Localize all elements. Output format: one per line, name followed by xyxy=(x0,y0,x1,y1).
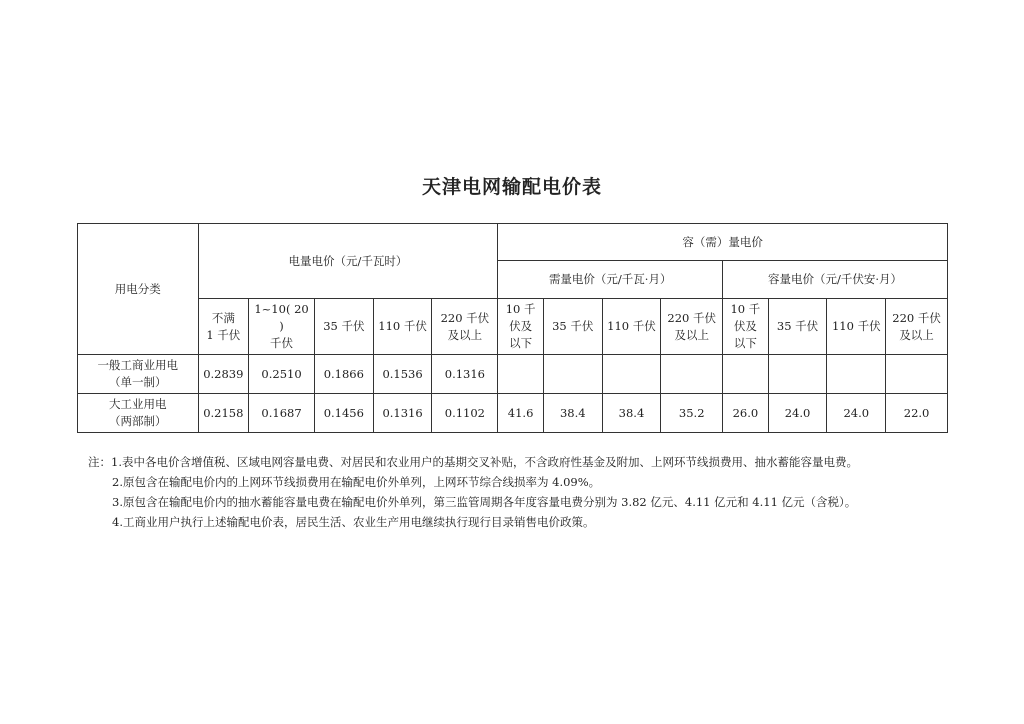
demand-voltage-header-line: 110 千伏 xyxy=(607,319,656,333)
energy-voltage-header-line: 110 千伏 xyxy=(378,319,427,333)
capacity-price-cell xyxy=(723,355,769,394)
category-cell-line: 一般工商业用电 xyxy=(97,358,178,372)
energy-price-cell: 0.1866 xyxy=(314,355,373,394)
energy-price-cell: 0.1687 xyxy=(249,394,315,433)
capacity-price-cell: 24.0 xyxy=(768,394,827,433)
category-cell xyxy=(78,394,199,433)
energy-price-cell: 0.2839 xyxy=(198,355,249,394)
energy-price-header: 电量电价（元/千瓦时） xyxy=(198,224,498,299)
demand-price-cell xyxy=(498,355,544,394)
energy-voltage-header xyxy=(432,299,498,355)
energy-price-cell: 0.2158 xyxy=(198,394,249,433)
capacity-voltage-header-line: 35 千伏 xyxy=(776,319,819,333)
capacity-voltage-header-line: 220 千伏 xyxy=(892,310,941,325)
table-row xyxy=(78,394,948,433)
category-cell-line: 大工业用电 xyxy=(109,397,167,411)
capacity-price-cell: 24.0 xyxy=(827,394,886,433)
capacity-voltage-header-line: 10 千 xyxy=(730,302,761,316)
notes-section xyxy=(88,452,968,532)
demand-voltage-header-line: 以下 xyxy=(509,336,533,350)
capacity-voltage-header xyxy=(768,299,827,355)
energy-voltage-header-line: 及以上 xyxy=(447,327,483,342)
energy-voltage-header-line: 35 千伏 xyxy=(323,319,365,333)
energy-price-cell: 0.2510 xyxy=(249,355,315,394)
demand-price-cell: 35.2 xyxy=(661,394,723,433)
capacity-voltage-header xyxy=(723,299,769,355)
energy-voltage-header xyxy=(314,299,373,355)
demand-voltage-header-line: 及以上 xyxy=(674,327,709,342)
capacity-price-cell xyxy=(768,355,827,394)
energy-price-cell: 0.1102 xyxy=(432,394,498,433)
demand-price-cell xyxy=(602,355,661,394)
note-4: 4.工商业用户执行上述输配电价表，居民生活、农业生产用电继续执行现行目录销售电价政策。 xyxy=(112,515,595,529)
demand-voltage-header xyxy=(498,299,544,355)
energy-voltage-header-line: 220 千伏 xyxy=(440,310,490,325)
energy-voltage-header-line: 1 千伏 xyxy=(206,327,241,342)
row-header-cell: 用电分类 xyxy=(78,224,199,355)
page-title: 天津电网输配电价表 xyxy=(421,176,602,198)
energy-voltage-header xyxy=(373,299,432,355)
tariff-table xyxy=(77,223,948,433)
energy-voltage-header xyxy=(249,299,315,355)
capacity-voltage-header xyxy=(827,299,886,355)
demand-voltage-header xyxy=(602,299,661,355)
voltage-level-row xyxy=(78,299,948,355)
energy-price-cell: 0.1456 xyxy=(314,394,373,433)
capacity-price-cell xyxy=(827,355,886,394)
energy-price-cell: 0.1536 xyxy=(373,355,432,394)
demand-voltage-header-line: 伏及 xyxy=(509,319,533,333)
demand-voltage-header xyxy=(543,299,602,355)
demand-price-header: 需量电价（元/千瓦·月） xyxy=(498,261,723,299)
capacity-voltage-header xyxy=(886,299,948,355)
energy-price-cell: 0.1316 xyxy=(432,355,498,394)
demand-price-cell: 38.4 xyxy=(602,394,661,433)
capacity-price-cell xyxy=(886,355,948,394)
category-cell-line: （两部制） xyxy=(109,414,167,428)
capacity-price-header: 容量电价（元/千伏安·月） xyxy=(723,261,948,299)
demand-voltage-header-line: 220 千伏 xyxy=(667,310,717,325)
capacity-voltage-header-line: 伏及 xyxy=(733,319,757,333)
demand-price-cell: 38.4 xyxy=(543,394,602,433)
demand-price-cell xyxy=(661,355,723,394)
demand-price-cell: 41.6 xyxy=(498,394,544,433)
energy-voltage-header-line: 不满 xyxy=(211,310,235,325)
capacity-demand-header: 容（需）量电价 xyxy=(498,224,948,261)
capacity-voltage-header-line: 以下 xyxy=(733,336,757,350)
category-cell-line: （单一制） xyxy=(109,375,167,389)
category-cell xyxy=(78,355,199,394)
demand-price-cell xyxy=(543,355,602,394)
note-1: 注：1.表中各电价含增值税、区域电网容量电费、对居民和农业用户的基期交叉补贴，不含政府性基金及附加、上网环节线损费用、抽水蓄能容量电费。 xyxy=(88,455,858,469)
demand-voltage-header-line: 35 千伏 xyxy=(552,319,594,333)
demand-voltage-header-line: 10 千 xyxy=(505,302,536,316)
energy-price-cell: 0.1316 xyxy=(373,394,432,433)
capacity-price-cell: 26.0 xyxy=(723,394,769,433)
energy-voltage-header-line: 1~10( 20 ) xyxy=(254,302,309,333)
capacity-price-cell: 22.0 xyxy=(886,394,948,433)
note-2: 2.原包含在输配电价内的上网环节线损费用在输配电价外单列，上网环节综合线损率为 4.09%。 xyxy=(112,475,601,489)
energy-voltage-header xyxy=(198,299,249,355)
table-row xyxy=(78,355,948,394)
energy-voltage-header-line: 千伏 xyxy=(270,336,294,350)
capacity-voltage-header-line: 及以上 xyxy=(899,327,934,342)
demand-voltage-header xyxy=(661,299,723,355)
note-3: 3.原包含在输配电价内的抽水蓄能容量电费在输配电价外单列，第三监管周期各年度容量电费分别为 3.82 亿元、4.11 亿元和 4.11 亿元（含税）。 xyxy=(112,495,857,509)
capacity-voltage-header-line: 110 千伏 xyxy=(831,319,881,333)
